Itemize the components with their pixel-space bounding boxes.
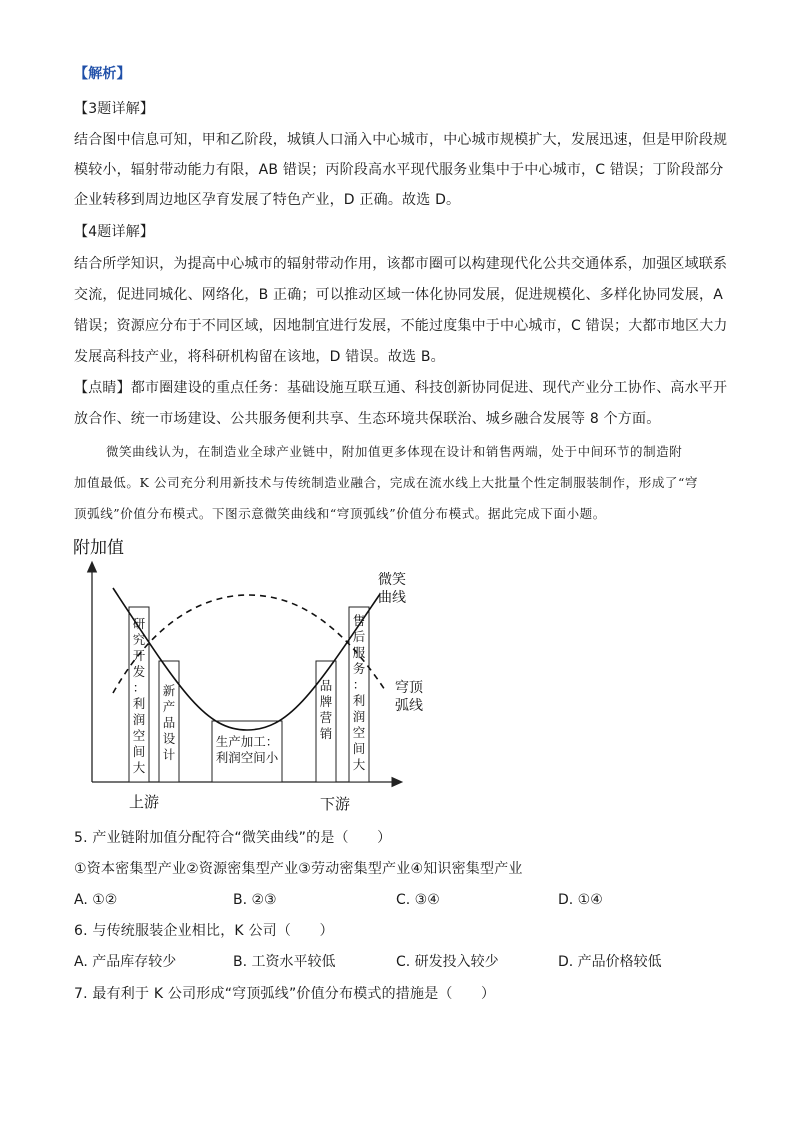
box-aftersales-char: 润: [352, 709, 366, 724]
box-research-char: 润: [132, 712, 146, 727]
material-line: 微笑曲线认为，在制造业全球产业链中，附加值更多体现在设计和销售两端，处于中间环节的制造附: [106, 444, 683, 459]
box-brand-char: 营: [319, 710, 333, 725]
smile-curve-label-line2: 曲线: [378, 590, 406, 606]
box-research-char: ：: [132, 680, 146, 695]
box-aftersales-char: 空: [352, 725, 366, 740]
question-5-option-a[interactable]: A. ①②: [74, 892, 118, 908]
box-production-line: 生产加工：: [215, 734, 279, 749]
question-5-option-b[interactable]: B. ②③: [233, 892, 277, 908]
box-design-char: 计: [162, 747, 176, 762]
key-point-tag: 【点睛】: [74, 380, 131, 396]
q4-detail-line: 交流，促进同城化、网络化，B 正确；可以推动区域一体化协同发展，促进规模化、多样化协同发展，A: [74, 287, 724, 303]
question-7-stem: 7. 最有利于 K 公司形成“穹顶弧线”价值分布模式的措施是（ ）: [74, 986, 496, 1002]
dome-arc-label-line2: 弧线: [395, 698, 423, 714]
key-point-text: 都市圈建设的重点任务：基础设施互联互通、科技创新协同促进、现代产业分工协作、高水平开: [130, 380, 728, 396]
question-5-option-c[interactable]: C. ③④: [396, 892, 440, 908]
box-research-char: 开: [132, 648, 146, 663]
box-aftersales-char: 服: [352, 645, 366, 660]
box-design-char: 品: [162, 715, 176, 730]
q3-detail-heading: 【3题详解】: [74, 101, 155, 117]
q3-detail-line: 模较小，辐射带动能力有限，AB 错误；丙阶段高水平现代服务业集中于中心城市，C 错误；丁阶段部分: [74, 162, 724, 178]
box-brand-char: 品: [319, 678, 333, 693]
box-research-char: 间: [132, 744, 146, 759]
box-production-line: 利润空间小: [215, 750, 279, 765]
analysis-heading: 【解析】: [74, 66, 131, 82]
box-research-char: 究: [132, 632, 146, 647]
question-6-option-d[interactable]: D. 产品价格较低: [558, 954, 662, 970]
box-research-char: 研: [132, 616, 146, 631]
smile-curve-line: [113, 588, 380, 730]
question-6-option-a[interactable]: A. 产品库存较少: [74, 954, 177, 970]
box-design-char: 设: [162, 731, 176, 746]
key-point-line: 放合作、统一市场建设、公共服务便利共享、生态环境共保联治、城乡融合发展等 8 个方面。: [74, 411, 661, 427]
dome-arc-label-line1: 穹顶: [395, 680, 423, 696]
x-axis-left-label: 上游: [129, 793, 160, 811]
question-6-stem: 6. 与传统服装企业相比，K 公司（ ）: [74, 923, 334, 939]
box-research-char: 大: [132, 760, 146, 775]
box-aftersales-char: ：: [352, 677, 366, 692]
material-line: 加值最低。K 公司充分利用新技术与传统制造业融合，完成在流水线上大批量个性定制服装制作，形成了“穹: [74, 475, 699, 490]
dome-arc-line: [113, 595, 385, 693]
question-5-option-d[interactable]: D. ①④: [558, 892, 603, 908]
q4-detail-line: 结合所学知识，为提高中心城市的辐射带动作用，该都市圈可以构建现代化公共交通体系，加强区域联系: [74, 256, 728, 272]
question-5-items: ①资本密集型产业②资源密集型产业③劳动密集型产业④知识密集型产业: [74, 861, 523, 877]
q4-detail-heading: 【4题详解】: [74, 224, 155, 240]
box-brand-char: 销: [319, 726, 333, 741]
box-aftersales-char: 售: [352, 613, 366, 628]
box-aftersales-char: 间: [352, 741, 366, 756]
box-design-char: 新: [162, 683, 176, 698]
x-axis-right-label: 下游: [320, 795, 351, 813]
key-point-line: [74, 378, 727, 398]
material-line: 顶弧线”价值分布模式。下图示意微笑曲线和“穹顶弧线”价值分布模式。据此完成下面小题。: [74, 506, 606, 521]
y-axis-label: 附加值: [73, 538, 124, 558]
q3-detail-line: 企业转移到周边地区孕育发展了特色产业，D 正确。故选 D。: [74, 192, 461, 208]
box-aftersales-char: 利: [352, 693, 366, 708]
box-aftersales-char: 后: [352, 629, 366, 644]
box-research-char: 空: [132, 728, 146, 743]
box-design-char: 产: [162, 699, 176, 714]
question-6-option-c[interactable]: C. 研发投入较少: [396, 954, 499, 970]
q3-detail-line: 结合图中信息可知，甲和乙阶段，城镇人口涌入中心城市，中心城市规模扩大，发展迅速，但是甲阶段规: [74, 132, 728, 148]
q4-detail-line: 发展高科技产业，将科研机构留在该地，D 错误。故选 B。: [74, 349, 445, 365]
box-research-char: 发: [132, 664, 146, 679]
q4-detail-line: 错误；资源应分布于不同区域，因地制宜进行发展，不能过度集中于中心城市，C 错误；大都市地区大力: [74, 318, 728, 334]
smile-curve-label-line1: 微笑: [378, 572, 406, 588]
box-aftersales-char: 务: [352, 661, 366, 676]
box-brand-char: 牌: [319, 694, 333, 709]
box-aftersales-char: 大: [352, 757, 366, 772]
question-6-option-b[interactable]: B. 工资水平较低: [233, 954, 336, 970]
smile-curve-diagram: [0, 530, 794, 830]
box-research-char: 利: [132, 696, 146, 711]
question-5-stem: 5. 产业链附加值分配符合“微笑曲线”的是（ ）: [74, 830, 392, 846]
